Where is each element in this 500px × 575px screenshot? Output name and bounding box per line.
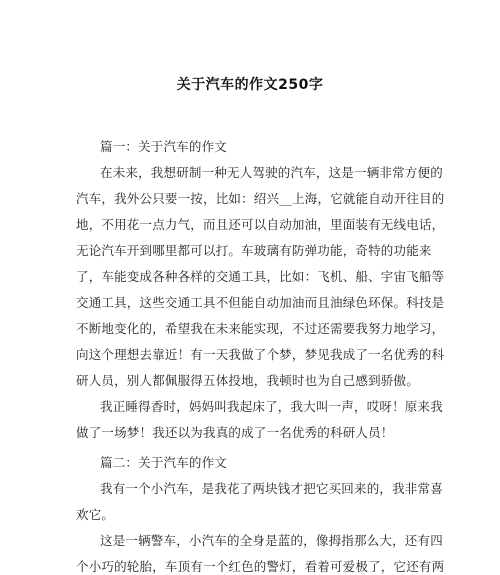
paragraph-line: 在未来，我想研制一种无人驾驶的汽车，这是一辆非常方便的: [100, 165, 443, 180]
paragraph-line: 研人员，别人都佩服得五体投地，我顿时也为自己感到骄傲。: [76, 373, 419, 388]
paragraph-line: 这是一辆警车，小汽车的全身是蓝的，像拇指那么大，还有四: [100, 533, 443, 548]
section-heading-2: 篇二：关于汽车的作文: [100, 455, 228, 470]
paragraph-line: 我有一个小汽车，是我花了两块钱才把它买回来的，我非常喜: [100, 481, 443, 496]
paragraph-line: 了，车能变成各种各样的交通工具，比如：飞机、船、宇宙飞船等: [76, 269, 445, 284]
paragraph-line: 地，不用花一点力气，而且还可以自动加油，里面装有无线电话，: [76, 217, 445, 232]
section-heading-1: 篇一：关于汽车的作文: [100, 139, 228, 154]
paragraph-line: 无论汽车开到哪里都可以打。车玻璃有防弹功能，奇特的功能来: [76, 243, 432, 258]
paragraph-line: 我正睡得香时，妈妈叫我起床了，我大叫一声，哎呀！原来我: [100, 399, 443, 414]
paragraph-line: 交通工具，这些交通工具不但能自动加油而且油绿色环保。科技是: [76, 295, 445, 310]
paragraph-line: 做了一场梦！我还以为我真的成了一名优秀的科研人员！: [76, 425, 394, 440]
paragraph-line: 欢它。: [76, 507, 115, 522]
paragraph-line: 汽车，我外公只要一按，比如：绍兴__上海，它就能自动开往目的: [76, 191, 445, 206]
paragraph-line: 不断地变化的，希望我在未来能实现，不过还需要我努力地学习，: [76, 321, 445, 336]
paragraph-line: 个小巧的轮胎，车顶有一个红色的警灯，看着可爱极了，它还有两: [76, 559, 445, 574]
document-title: 关于汽车的作文250字: [176, 77, 324, 93]
paragraph-line: 向这个理想去靠近！有一天我做了个梦，梦见我成了一名优秀的科: [76, 347, 445, 362]
